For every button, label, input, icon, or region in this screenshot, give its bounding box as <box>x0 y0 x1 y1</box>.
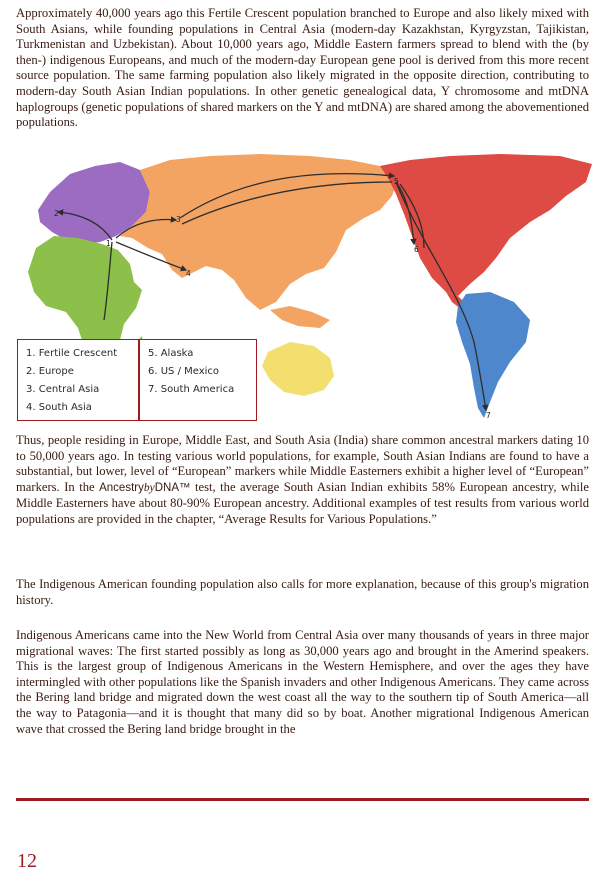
legend-item-fertile-crescent: 1. Fertile Crescent <box>26 348 118 359</box>
marker-4: 4 <box>186 269 191 278</box>
p2-text-before: Thus, people residing in Europe, Middle East, and South Asia (India) share common ancestral markers dating 10 to 50,000 years ago. In testing various world populations, for example, South Asian Indians are found to have a substantial, but lower, level of “European” markers while Middle Easterners exhibit a higher level of “European” markers. In the <box>16 433 589 494</box>
marker-1: 1 <box>106 239 111 248</box>
marker-2: 2 <box>54 209 59 218</box>
south-america-region <box>456 292 530 418</box>
p2-text-after: test, the average South Asian Indian exhibits 58% European ancestry, while Middle Easterners have about 80-90% European ancestry. Additional examples of test results from various world populations are provided in the chapter, “Average Results for Various Populations.” <box>16 479 589 526</box>
footer-rule <box>16 798 589 801</box>
legend-divider <box>138 340 140 420</box>
australia-region <box>262 342 334 396</box>
marker-7: 7 <box>486 411 491 420</box>
legend-item-south-asia: 4. South Asia <box>26 402 92 413</box>
brand-part-dna: DNA™ <box>154 481 191 494</box>
legend-item-europe: 2. Europe <box>26 366 74 377</box>
marker-5: 5 <box>394 177 399 186</box>
legend-item-us-mexico: 6. US / Mexico <box>148 366 220 377</box>
legend-column-1 <box>26 345 117 417</box>
body-paragraph-3: The Indigenous American founding population also calls for more explanation, because of this group's migration history. <box>16 577 589 607</box>
body-paragraph-1: Approximately 40,000 years ago this Fertile Crescent population branched to Europe and also likely mixed with South Asians, while founding populations in Central Asia (modern-day Kazakhstan, Kyrgyzstan, Tajikistan, Turkmenistan and Uzbekistan). About 10,000 years ago, Middle Eastern farmers spread to blend with the (by then-) indigenous Europeans, and much of the modern-day European gene pool is derived from this more recent source population. The same farming population also likely migrated in the opposite direction, contributing to modern-day South Asian Indian populations. In other genetic genealogical data, Y chromosome and mtDNA haplogroups (genetic populations of shared markers on the Y and mtDNA) are shared among the abovementioned populations. <box>16 6 589 130</box>
page-number: 12 <box>17 850 37 872</box>
legend-column-2 <box>148 345 234 399</box>
map-legend <box>17 339 257 421</box>
body-paragraph-4: Indigenous Americans came into the New World from Central Asia over many thousands of years in three major migrational waves: The first started possibly as long as 30,000 years ago and brought in the Amerind speakers. This is the largest group of Indigenous Americans in the Western Hemisphere, and over the ages they have intermingled with other populations like the Spanish invaders and other Indigenous Americans. They came across the Bering land bridge and migrated down the west coast all the way to the southern tip of South America—all the way to Patagonia—and it is thought that many did so by boat. Another migrational Indigenous American wave that crossed the Bering land bridge brought in the <box>16 628 589 736</box>
brand-part-by: by <box>143 481 155 494</box>
brand-part-ancestry: Ancestry <box>99 481 144 494</box>
brand-ancestrybydna <box>99 482 190 494</box>
southeast-asia-islands <box>270 306 330 328</box>
asia-region <box>120 154 398 310</box>
legend-item-central-asia: 3. Central Asia <box>26 384 100 395</box>
legend-item-south-america: 7. South America <box>148 384 235 395</box>
marker-6: 6 <box>414 245 419 254</box>
legend-item-alaska: 5. Alaska <box>148 348 194 359</box>
marker-3: 3 <box>176 215 181 224</box>
body-paragraph-2 <box>16 433 589 528</box>
